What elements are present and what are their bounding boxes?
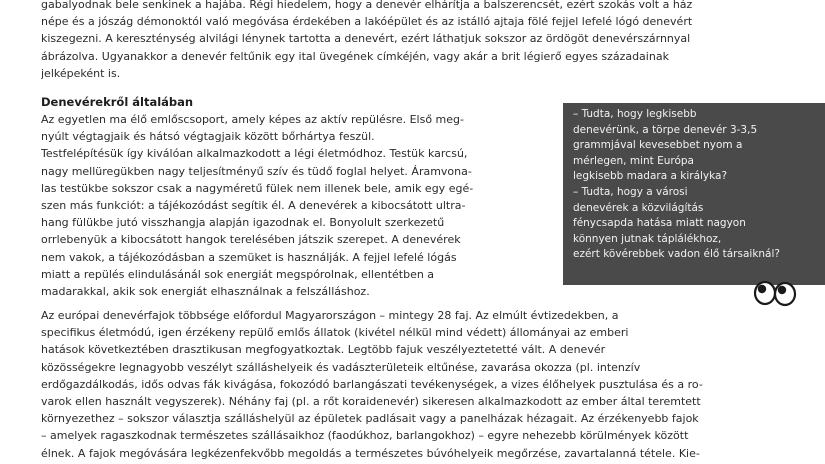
intro-paragraph (41, 0, 783, 82)
section-line: orrlebenyük a kibocsátott hangok terelésében játszik szerepet. A denevérek (41, 233, 461, 247)
section-line: madarakkal, akik sok energiát elhasználnak a felszálláshoz. (41, 285, 370, 299)
closing-line: hatások következtében drasztikusan megfogyatkoztak. Legtöbb fajuk veszélyeztetetté vált. A denevér (41, 343, 606, 357)
section-line: Az egyetlen ma élő emlőscsoport, amely képes az aktív repülésre. Első meg- (41, 113, 464, 126)
callout-line: mérlegen, mint Európa (573, 154, 694, 167)
intro-line: gabalyodnak bele senkinek a hajába. Régi hiedelem, hogy a denevér elhárítja a balszerencsét, ezért szokás volt a ház (41, 0, 693, 11)
section-line: szen más funkciót: a tájékozódást segítik él. A denevérek a kibocsátott ultra- (41, 199, 466, 213)
callout-line: grammjával kevesebbet nyom a (573, 139, 743, 152)
closing-line: specifikus életmódú, igen érzékeny repülő emlős állatok (kivétel nélkül mind védett) állományai az emberi (41, 326, 629, 340)
intro-line: ábrázolva. Ugyanakkor a denevér feltűnik egy ital üvegének címkéjén, vagy akár a brit légierő egyes századainak (41, 49, 669, 63)
callout-line: könnyen jutnak táplálékhoz, (573, 232, 722, 245)
callout-line: fénycsapda hatása miatt nagyon (573, 217, 746, 230)
closing-line: élnek. A fajok megóvására legkézenfekvőbb megoldás a természetes búvóhelyeik megőrzése, zavartalanná tétele. Kie- (41, 446, 700, 460)
section-line: las testükbe sokszor csak a nagyméretű fülek nem illenek bele, amik egy egé- (41, 181, 474, 195)
intro-line: népe és a jószág démonoktól való megóvása érdekében a lakóépület és az istálló ajtaja fölé fejjel lefelé lógó denevért (41, 15, 693, 29)
section-paragraph (41, 111, 541, 300)
callout-text (573, 107, 799, 263)
callout-line: – Tudta, hogy a városi (573, 185, 688, 198)
section-line: nem vakok, a tájékozódásban a szemüket is használják. A fejjel lefelé lógás (41, 250, 457, 264)
callout-line: – Tudta, hogy legkisebb (573, 108, 697, 120)
cartoon-eyes-icon (752, 279, 798, 307)
section-line: nyúlt végtagjaik és hátsó végtagjaik között bőrhártya feszül. (41, 130, 375, 144)
did-you-know-callout (563, 103, 825, 285)
closing-line: varok ellen használt vegyszerek). Néhány faj (pl. a rőt koraidenevér) sikeresen alkalmazkodott az ember által teremtett (41, 395, 701, 409)
section-heading: Denevérekről általában (41, 95, 194, 109)
closing-line: – amelyek ragaszkodnak természetes szállásaikhoz (faodúkhoz, barlangokhoz) – egyre nehezebb körülmények között (41, 429, 689, 443)
section-line: hang fülükbe jutó visszhangja alapján igazodnak el. Bonyolult szerkezetű (41, 216, 445, 230)
closing-paragraph (41, 307, 783, 462)
section-line: miatt a repülés elindulásánál sok energiát megspórolnak, ellentétben a (41, 267, 435, 281)
callout-line: denevérek a közvilágítás (573, 201, 704, 214)
callout-line: legkisebb madara a királyka? (573, 170, 728, 183)
closing-line: erdőgazdálkodás, idős odvas fák kivágása, fokozódó barlangászati tevékenységek, a vizes élőhelyek pusztulása és a ro- (41, 377, 703, 391)
closing-line: környezethez – sokszor választja szálláshelyül az épületek padlásait vagy a panelházak hézagait. Az érzékenyebb fajok (41, 412, 699, 426)
callout-line: ezért kövérebbek vadon élő társaiknál? (573, 248, 780, 261)
section-line: nagy mellüregükben nagy teljesítményű szív és tüdő foglal helyet. Áramvona- (41, 164, 472, 178)
intro-line: kiszegezni. A kereszténység alvilági lénynek tartotta a denevért, ezért láthatjuk sokszor az ördögöt denevérszárnnyal (41, 32, 691, 46)
callout-line: denevérünk, a törpe denevér 3-3,5 (573, 123, 758, 136)
closing-line: Az európai denevérfajok többsége előfordul Magyarországon – mintegy 28 faj. Az elmúlt évtizedekben, a (41, 309, 619, 322)
closing-line: közösségekre legnagyobb veszélyt szálláshelyeik és vadászterületeik eltűnése, zavarása okozza (pl. intenzív (41, 360, 641, 374)
intro-line: jelképeként is. (41, 66, 121, 80)
section-line: Testfelépítésük így kiválóan alkalmazkodott a légi életmódhoz. Testük karcsú, (41, 147, 468, 161)
